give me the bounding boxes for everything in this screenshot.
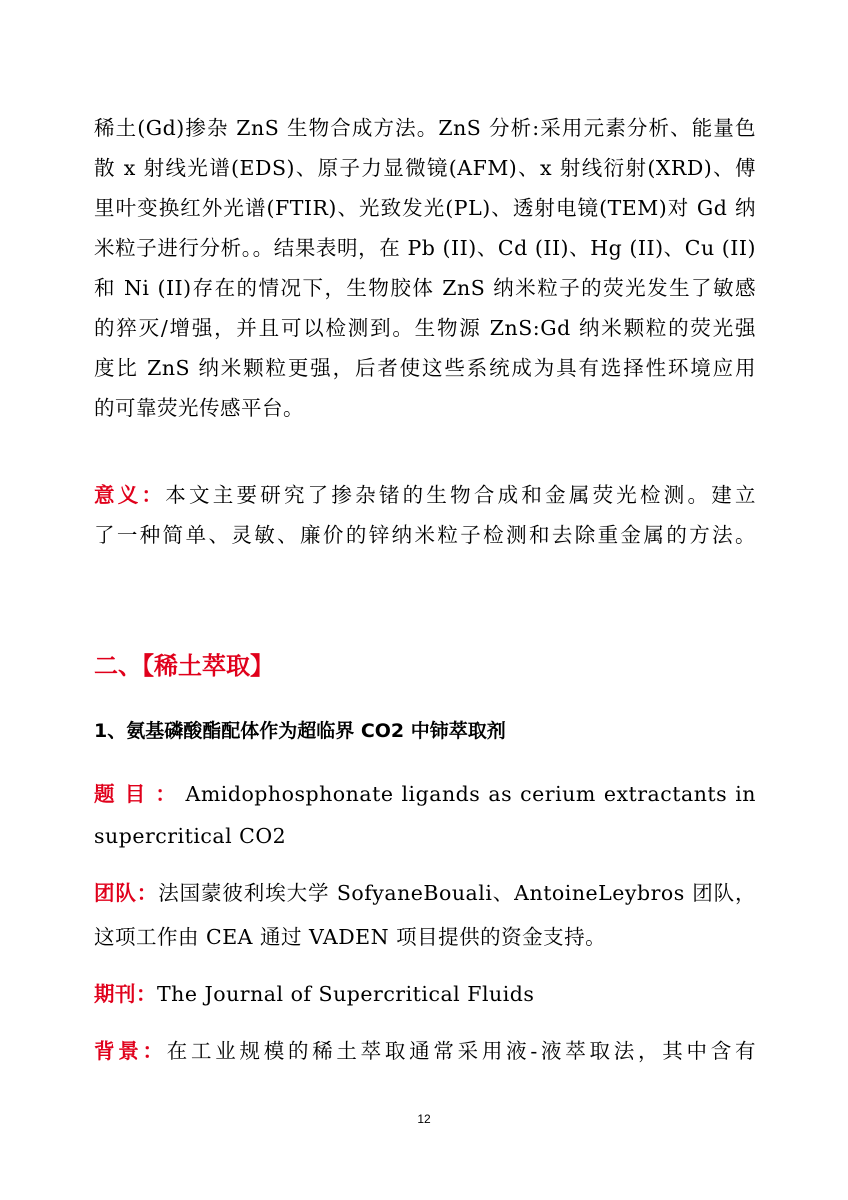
team-item-line xyxy=(94,876,756,910)
background-label: 背景： xyxy=(94,1039,167,1063)
subsection-heading: 1、氨基磷酸酯配体作为超临界 CO2 中铈萃取剂 xyxy=(94,720,506,742)
team-item-line-2: 这项工作由 CEA 通过 VADEN 项目提供的资金支持。 xyxy=(94,925,607,949)
title-text: Amidophosphonate ligands as cerium extractants in xyxy=(185,782,756,806)
team-text: 法国蒙彼利埃大学 SofyaneBouali、AntoineLeybros 团队， xyxy=(158,881,756,905)
paragraph-line: 稀土(Gd)掺杂 ZnS 生物合成方法。ZnS 分析:采用元素分析、能量色 xyxy=(94,116,756,140)
paragraph-line: 里叶变换红外光谱(FTIR)、光致发光(PL)、透射电镜(TEM)对 Gd 纳 xyxy=(94,196,756,220)
title-item-line-2: supercritical CO2 xyxy=(94,824,287,848)
paragraph-line: 米粒子进行分析。。结果表明，在 Pb (II)、Cd (II)、Hg (II)、Cu (II) xyxy=(94,236,756,260)
paragraph-line: 和 Ni (II)存在的情况下，生物胶体 ZnS 纳米粒子的荧光发生了敏感 xyxy=(94,276,756,300)
journal-text: The Journal of Supercritical Fluids xyxy=(157,982,535,1006)
paragraph-line: 的猝灭/增强，并且可以检测到。生物源 ZnS:Gd 纳米颗粒的荧光强 xyxy=(94,316,756,340)
significance-line xyxy=(94,478,756,512)
background-text: 在工业规模的稀土萃取通常采用液-液萃取法，其中含有 xyxy=(166,1039,756,1063)
title-label: 题 目 ： xyxy=(94,782,178,806)
paragraph-line: 的可靠荧光传感平台。 xyxy=(94,396,304,420)
section-heading: 二、【稀土萃取】 xyxy=(94,651,274,680)
paragraph-line: 散 x 射线光谱(EDS)、原子力显微镜(AFM)、x 射线衍射(XRD)、傅 xyxy=(94,156,756,180)
journal-label: 期刊： xyxy=(94,982,157,1006)
page-number: 12 xyxy=(417,1112,431,1126)
significance-text: 本文主要研究了掺杂锗的生物合成和金属荧光检测。建立 xyxy=(165,483,757,507)
paragraph-line: 度比 ZnS 纳米颗粒更强，后者使这些系统成为具有选择性环境应用 xyxy=(94,356,756,380)
team-label: 团队： xyxy=(94,881,159,905)
significance-label: 意义： xyxy=(94,483,166,507)
title-item-line xyxy=(94,777,756,811)
journal-item-line xyxy=(94,977,756,1011)
significance-line-2: 了一种简单、灵敏、廉价的锌纳米粒子检测和去除重金属的方法。 xyxy=(94,523,756,547)
background-item-line xyxy=(94,1034,756,1068)
